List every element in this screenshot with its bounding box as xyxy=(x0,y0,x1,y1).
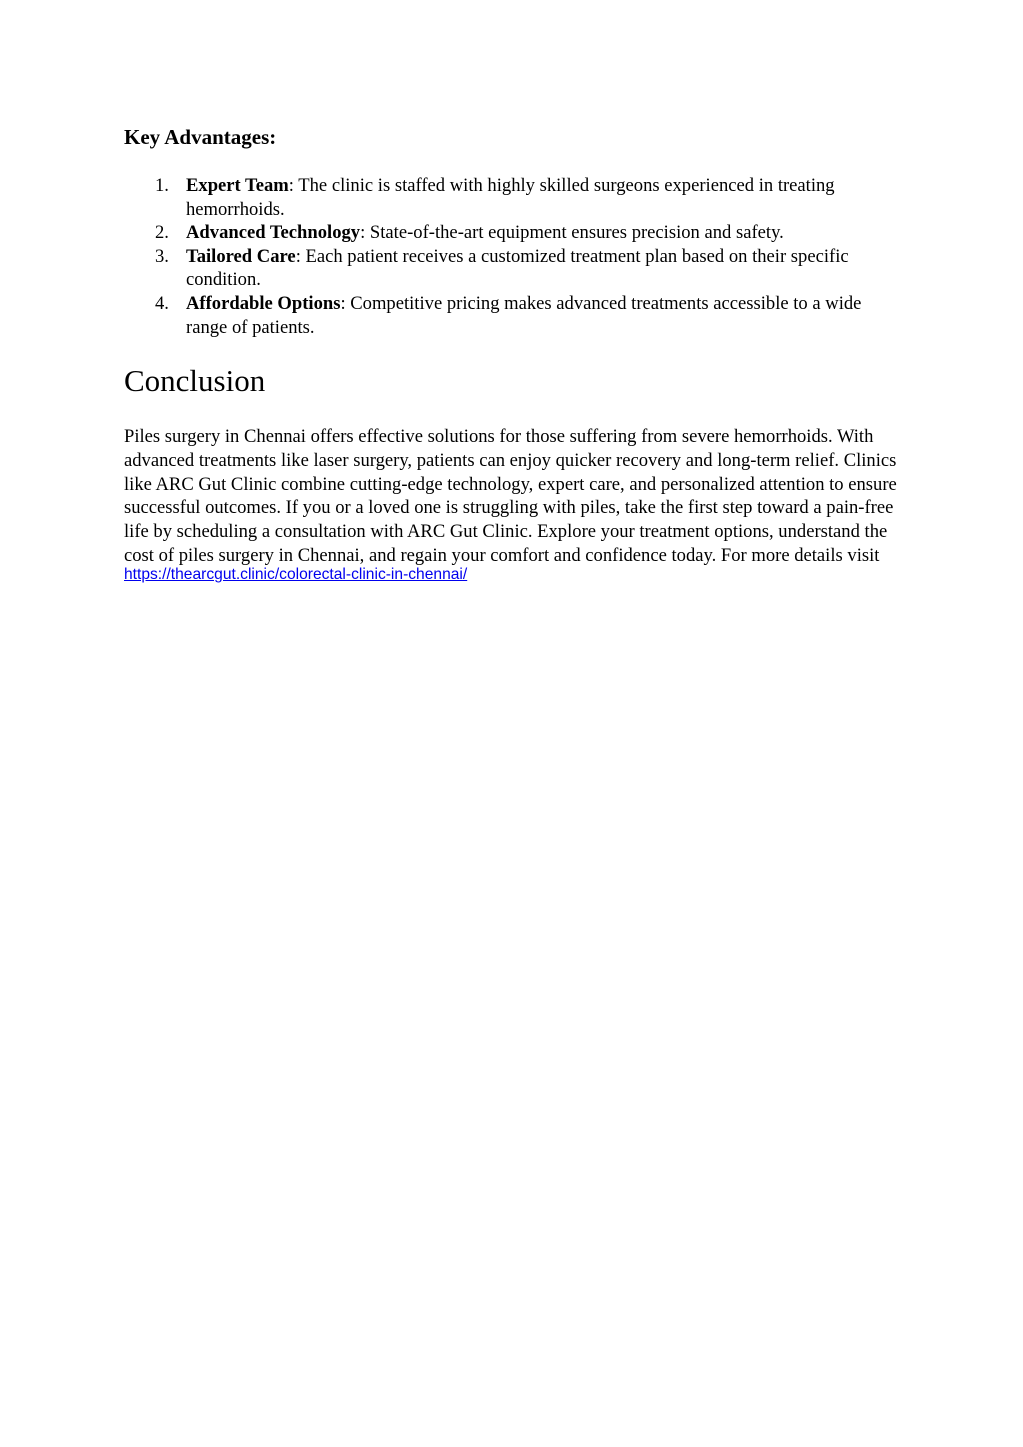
advantages-list xyxy=(124,174,904,339)
advantage-text: : State-of-the-art equipment ensures precision and safety. xyxy=(360,222,784,244)
advantage-item-advanced-technology xyxy=(124,221,904,245)
clinic-link[interactable]: https://thearcgut.clinic/colorectal-clinic-in-chennai/ xyxy=(124,566,468,584)
advantage-term: Affordable Options xyxy=(186,292,341,314)
advantage-term: Expert Team xyxy=(186,175,289,196)
conclusion-paragraph: Piles surgery in Chennai offers effective solutions for those suffering from severe hemorrhoids. With advanced treatments like laser surgery, patients can enjoy quicker recovery and long-term relief. Clinics like ARC Gut Clinic combine cutting-edge technology, expert care, and personalized attention to ensure successful outcomes. If you or a loved one is struggling with piles, take the first step toward a pain-free life by scheduling a consultation with ARC Gut Clinic. Explore your treatment options, understand the cost of piles surgery in Chennai, and regain your comfort and confidence today. For more details visit xyxy=(124,426,897,566)
advantage-item-expert-team xyxy=(124,174,904,221)
list-number: 4. xyxy=(155,292,169,314)
advantage-text: : Each patient receives a customized treatment plan based on their specific condition. xyxy=(186,245,849,291)
list-number: 2. xyxy=(155,222,169,244)
advantage-item-tailored-care xyxy=(124,245,904,292)
list-number: 1. xyxy=(155,175,169,196)
advantage-text: : Competitive pricing makes advanced treatments accessible to a wide range of patients. xyxy=(186,292,862,338)
conclusion-heading: Conclusion xyxy=(124,363,266,399)
advantage-term: Tailored Care xyxy=(186,245,296,267)
key-advantages-heading: Key Advantages: xyxy=(124,125,277,149)
advantage-text: : The clinic is staffed with highly skilled surgeons experienced in treating hemorrhoids. xyxy=(186,175,835,220)
advantage-item-affordable-options xyxy=(124,292,904,339)
document-page xyxy=(124,122,904,585)
list-number: 3. xyxy=(155,245,169,267)
advantage-term: Advanced Technology xyxy=(186,222,361,244)
